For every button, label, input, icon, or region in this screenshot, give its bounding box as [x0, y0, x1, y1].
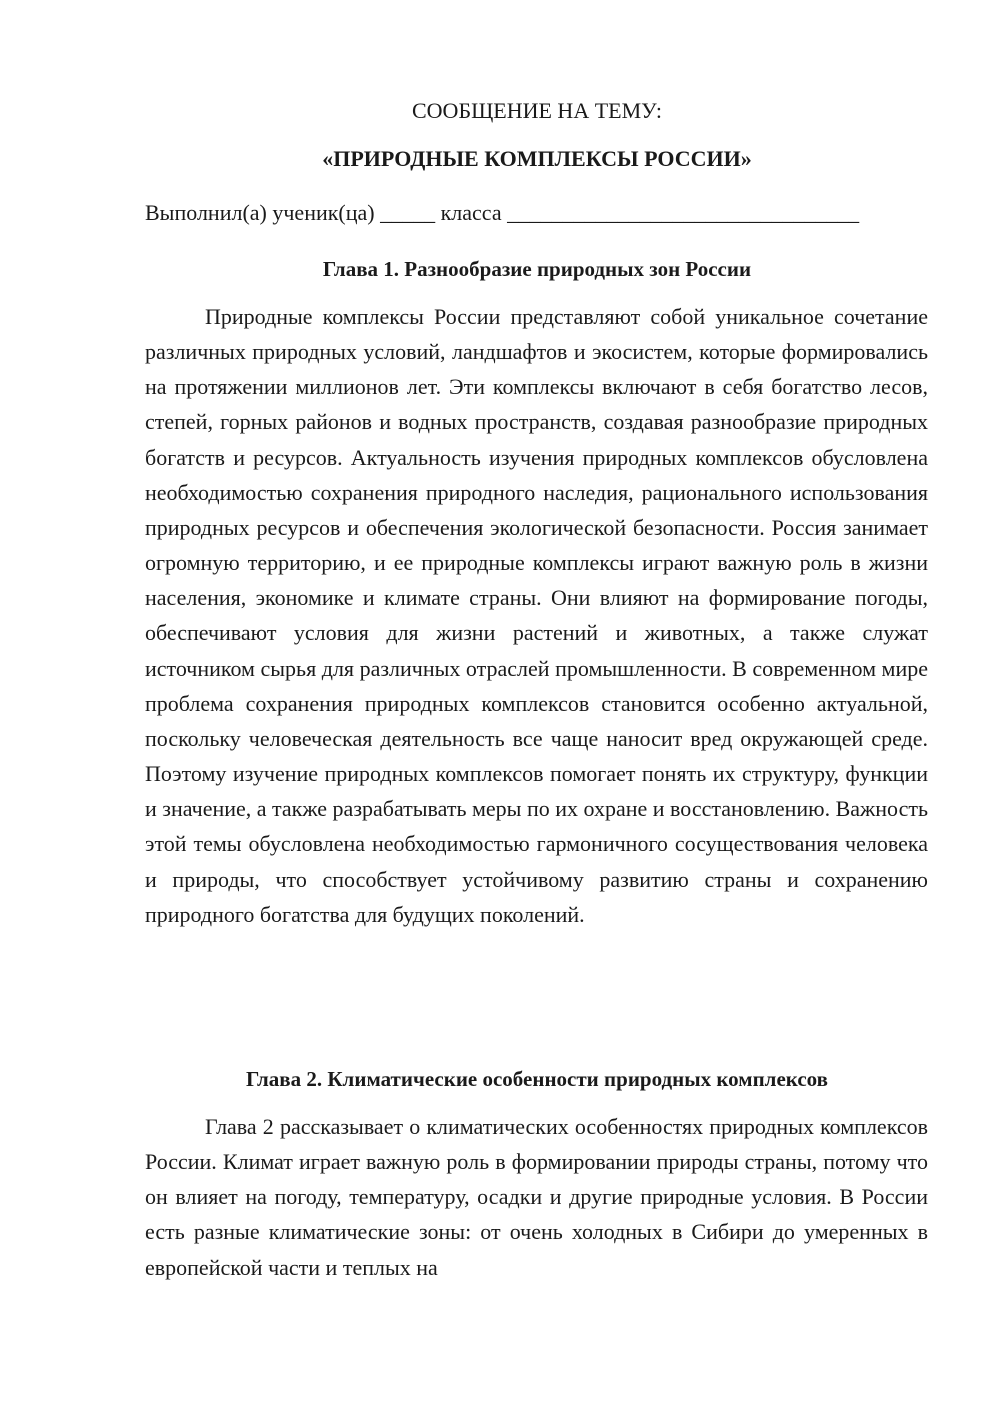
- author-line: Выполнил(а) ученик(ца) _____ класса ________________________________: [145, 200, 860, 225]
- chapter-1-paragraph: Природные комплексы России представляют собой уникальное сочетание различных природных условий, ландшафтов и экосистем, которые формировались на протяжении миллионов лет. Эти комплексы включают в себя богатство лесов, степей, горных районов и водных пространств, создавая разнообразие природных богатств и ресурсов. Актуальность изучения природных комплексов обусловлена необходимостью сохранения природного наследия, рационального использования природных ресурсов и обеспечения экологической безопасности. Россия занимает огромную территорию, и ее природные комплексы играют важную роль в жизни населения, экономике и климате страны. Они влияют на формирование погоды, обеспечивают условия для жизни растений и животных, а также служат источником сырья для различных отраслей промышленности. В современном мире проблема сохранения природных комплексов становится особенно актуальной, поскольку человеческая деятельность все чаще наносит вред окружающей среде. Поэтому изучение природных комплексов помогает понять их структуру, функции и значение, а также разрабатывать меры по их охране и восстановлению. Важность этой темы обусловлена необходимостью гармоничного сосуществования человека и природы, что способствует устойчивому развитию страны и сохранению природного богатства для будущих поколений.: [145, 304, 928, 927]
- chapter-1-heading: Глава 1. Разнообразие природных зон России: [322, 257, 752, 281]
- chapter-2-heading: Глава 2. Климатические особенности природных комплексов: [245, 1067, 829, 1091]
- document-title-line1: СООБЩЕНИЕ НА ТЕМУ:: [412, 98, 662, 123]
- document-title-line2: «ПРИРОДНЫЕ КОМПЛЕКСЫ РОССИИ»: [322, 146, 752, 171]
- chapter-2-paragraph: Глава 2 рассказывает о климатических особенностях природных комплексов России. Климат играет важную роль в формировании природы страны, потому что он влияет на погоду, температуру, осадки и другие природные условия. В России есть разные климатические зоны: от очень холодных в Сибири до умеренных в европейской части и теплых на: [145, 1114, 928, 1280]
